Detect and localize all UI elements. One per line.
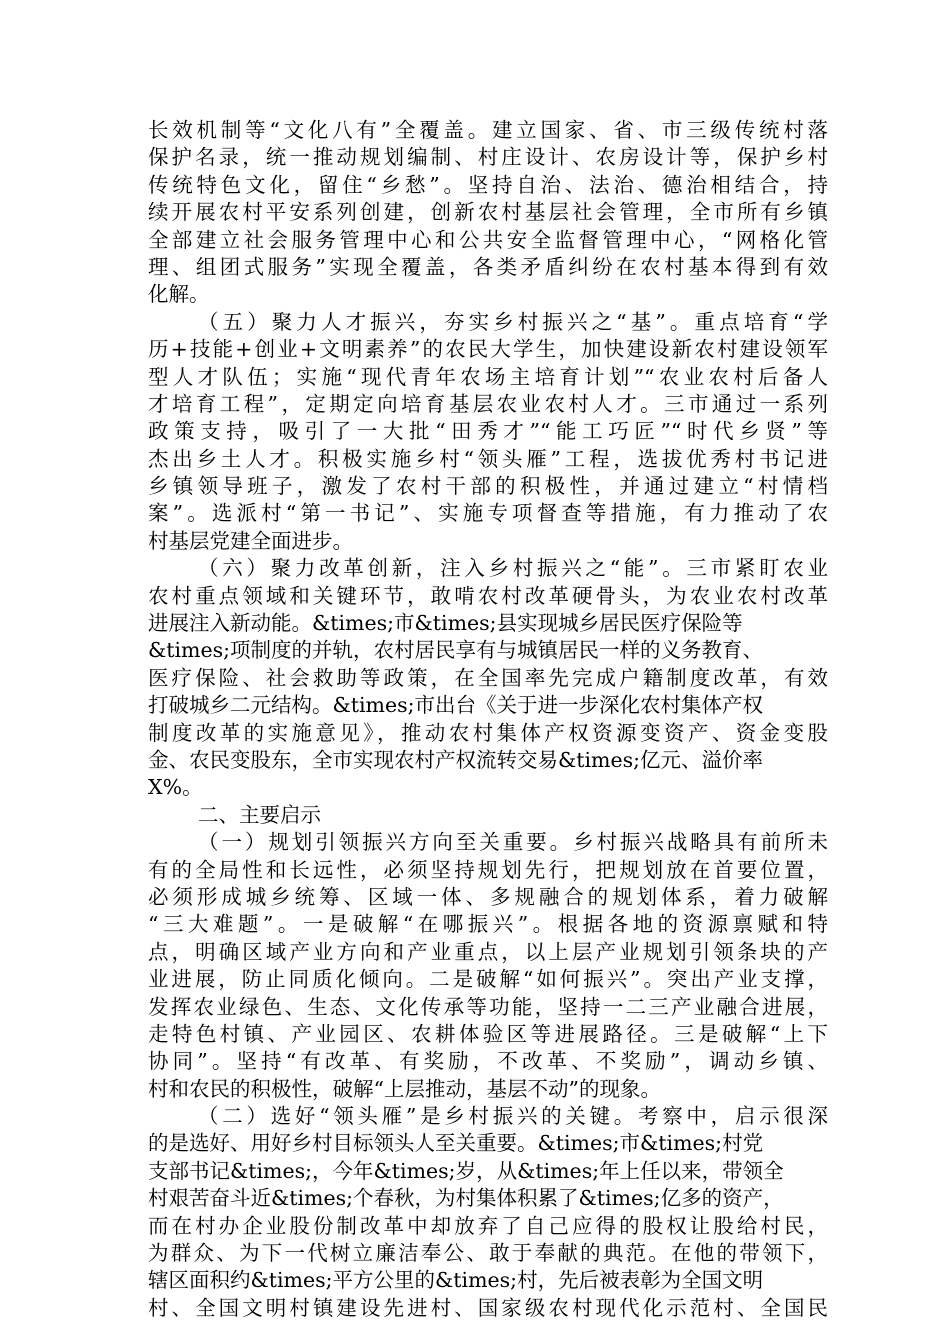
text-line: 点，明确区域产业方向和产业重点，以上层产业规划引领条块的产 [148, 939, 828, 964]
body-text [148, 117, 828, 1322]
text-line: 进展注入新动能。&times;市&times;县实现城乡居民医疗保险等 [148, 611, 743, 636]
text-line: 政策支持，吸引了一大批“田秀才”“能工巧匠”“时代乡贤”等 [148, 419, 828, 444]
text-line: 村和农民的积极性，破解“上层推动，基层不动”的现象。 [148, 1076, 661, 1101]
text-line: 历+技能+创业+文明素养”的农民大学生，加快建设新农村建设领军 [148, 337, 828, 362]
text-line: 的是选好、用好乡村目标领头人至关重要。&times;市&times;村党 [148, 1131, 764, 1156]
text-line: 才培育工程”，定期定向培育基层农业农村人才。三市通过一系列 [148, 391, 828, 416]
text-line: 村艰苦奋斗近&times;个春秋，为村集体积累了&times;亿多的资产， [148, 1186, 784, 1211]
text-line: 乡镇领导班子，激发了农村干部的积极性，并通过建立“村情档 [148, 474, 828, 499]
text-line: 长效机制等“文化八有”全覆盖。建立国家、省、市三级传统村落 [148, 118, 828, 142]
text-line: 必须形成城乡统筹、区域一体、多规融合的规划体系，着力破解 [148, 884, 828, 909]
text-line: 协同”。坚持“有改革、有奖励，不改革、不奖励”，调动乡镇、 [148, 1049, 828, 1074]
text-line: 支部书记&times;，今年&times;岁，从&times;年上任以来，带领全 [148, 1158, 784, 1183]
text-line: 全部建立社会服务管理中心和公共安全监督管理中心，“网格化管 [148, 227, 828, 252]
text-line: 业进展，防止同质化倾向。二是破解“如何振兴”。突出产业支撑， [148, 967, 828, 992]
text-line: （二）选好“领头雁”是乡村振兴的关键。考察中，启示很深 [198, 1104, 828, 1129]
text-line: 辖区面积约&times;平方公里的&times;村，先后被表彰为全国文明 [148, 1268, 764, 1293]
text-line: “三大难题”。一是破解“在哪振兴”。根据各地的资源禀赋和特 [148, 912, 828, 937]
text-line: 理、组团式服务”实现全覆盖，各类矛盾纠纷在农村基本得到有效 [148, 254, 828, 279]
text-line: 而在村办企业股份制改革中却放弃了自己应得的股权让股给村民， [148, 1213, 828, 1238]
text-line: 村基层党建全面进步。 [148, 528, 353, 553]
text-line: 传统特色文化，留住“乡愁”。坚持自治、法治、德治相结合，持 [148, 172, 828, 197]
text-line: （一）规划引领振兴方向至关重要。乡村振兴战略具有前所未 [198, 830, 828, 855]
text-line: 化解。 [148, 282, 210, 307]
text-line: （六）聚力改革创新，注入乡村振兴之“能”。三市紧盯农业 [198, 556, 828, 581]
text-line: 发挥农业绿色、生态、文化传承等功能，坚持一二三产业融合进展， [148, 994, 828, 1019]
text-line: 制度改革的实施意见》，推动农村集体产权资源变资产、资金变股 [148, 720, 828, 745]
text-line: 有的全局性和长远性，必须坚持规划先行，把规划放在首要位置， [148, 857, 828, 882]
text-line: 走特色村镇、产业园区、农耕体验区等进展路径。三是破解“上下 [148, 1021, 828, 1046]
text-line: 农村重点领域和关键环节，敢啃农村改革硬骨头，为农业农村改革 [148, 583, 828, 608]
text-line: 保护名录，统一推动规划编制、村庄设计、农房设计等，保护乡村 [148, 145, 828, 170]
text-line: 医疗保险、社会救助等政策，在全国率先完成户籍制度改革，有效 [148, 665, 828, 690]
text-line: X%。 [148, 775, 203, 800]
text-line: 二、主要启示 [198, 802, 321, 827]
text-line: 村、全国文明村镇建设先进村、国家级农村现代化示范村、全国民 [148, 1295, 828, 1320]
text-line: 杰出乡土人才。积极实施乡村“领头雁”工程，选拔优秀村书记进 [148, 446, 828, 471]
text-line: 为群众、为下一代树立廉洁奉公、敢于奉献的典范。在他的带领下， [148, 1241, 828, 1266]
text-line: 金、农民变股东，全市实现农村产权流转交易&times;亿元、溢价率 [148, 747, 764, 772]
text-line: 续开展农村平安系列创建，创新农村基层社会管理，全市所有乡镇 [148, 200, 828, 225]
text-line: （五）聚力人才振兴，夯实乡村振兴之“基”。重点培育“学 [198, 309, 828, 334]
text-line: 打破城乡二元结构。&times;市出台《关于进一步深化农村集体产权 [148, 693, 764, 718]
text-line: &times;项制度的并轨，农村居民享有与城镇居民一样的义务教育、 [148, 638, 764, 663]
text-line: 型人才队伍；实施“现代青年农场主培育计划”“农业农村后备人 [148, 364, 828, 389]
text-line: 案”。选派村“第一书记”、实施专项督查等措施，有力推动了农 [148, 501, 828, 526]
